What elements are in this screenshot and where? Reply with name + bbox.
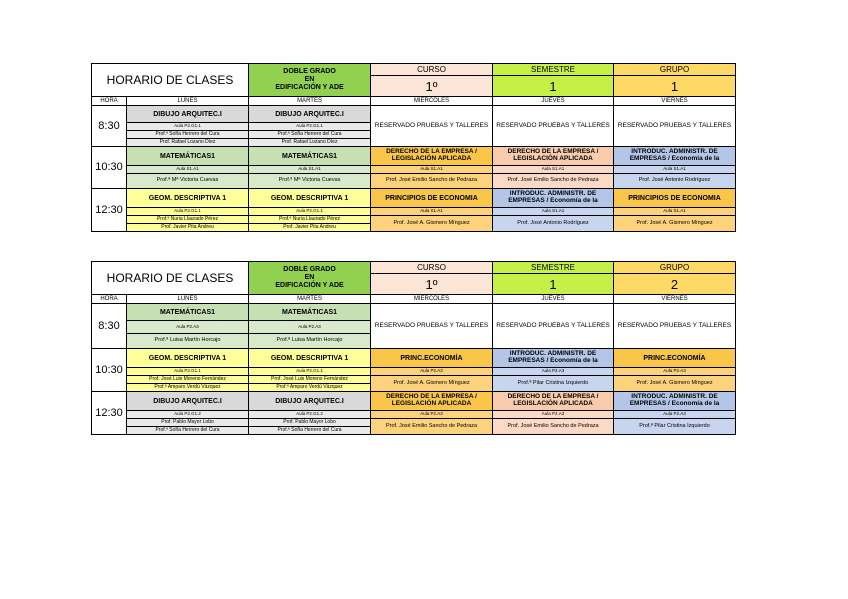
class-room: Aula P2.G1.2 [127,411,249,419]
class-professor: Prof.ª Luisa Martín Horcajo [127,334,249,349]
class-professor: Prof.ª Amparo Verdú Vázquez [127,384,249,392]
class-room: Aula P2.G1.1 [127,208,249,216]
class-professor: Prof.ª Pilar Cristina Izquierdo [493,376,614,392]
time-slot: 8:30 [92,304,127,349]
class-professor: Prof.ª Nuria Llaurado Pérez [249,216,371,224]
class-room: Aula S1.A1 [371,166,493,174]
day-header-lunes: LUNES [127,295,249,304]
class-room: Aula P2.G1.2 [249,411,371,419]
time-slot: 10:30 [92,349,127,392]
class-subject: PRINCIPIOS DE ECONOMIA [371,189,493,208]
curso-value: 1º [371,76,493,97]
class-professor: Prof. José A. Gismero Mínguez [371,376,493,392]
class-professor: Prof. José Luis Moreno Fernández [127,376,249,384]
day-header-jueves: JUEVES [493,97,614,106]
day-header-viernes: VIERNES [614,295,736,304]
reserved-slot: RESERVADO PRUEBAS Y TALLERES [493,106,614,147]
class-room: Aula S1.A1 [249,166,371,174]
schedule-table-group-2 [91,261,736,435]
class-subject: MATEMÁTICAS1 [127,147,249,166]
class-subject: PRINCIPIOS DE ECONOMIA [614,189,736,208]
reserved-slot: RESERVADO PRUEBAS Y TALLERES [371,304,493,349]
degree-name: DOBLE GRADO EN EDIFICACIÓN Y ADE [249,64,371,97]
class-professor: Prof. José Antonio Rodríguez [614,174,736,189]
grupo-label: GRUPO [614,64,736,76]
class-subject: DIBUJO ARQUITEC.I [249,392,371,411]
class-professor: Prof.ª Pilar Cristina Izquierdo [614,419,736,435]
class-professor: Prof. Javier Pita Andreu [127,224,249,232]
class-subject: INTRODUC. ADMINISTR. DE EMPRESAS / Economía de la [493,349,614,368]
day-header-martes: MARTES [249,97,371,106]
class-subject: INTRODUC. ADMINISTR. DE EMPRESAS / Economía de la [493,189,614,208]
class-subject: MATEMÁTICAS1 [249,304,371,321]
reserved-slot: RESERVADO PRUEBAS Y TALLERES [371,106,493,147]
class-room: Aula P2.A3 [127,321,249,334]
class-professor: Prof.ª Sofía Herrero del Cura [249,427,371,435]
time-slot: 12:30 [92,392,127,435]
class-room: Aula P2.G1.1 [249,208,371,216]
class-subject: DIBUJO ARQUITEC.I [127,392,249,411]
class-professor: Prof.ª Mª Victoria Cuevas [249,174,371,189]
class-subject: GEOM. DESCRIPTIVA 1 [127,189,249,208]
class-professor: Prof. Rafael Lozano Díez [127,139,249,147]
class-room: Aula P2.A3 [371,368,493,376]
class-professor: Prof.ª Luisa Martín Horcajo [249,334,371,349]
class-room: Aula P2.A3 [249,321,371,334]
degree-name: DOBLE GRADO EN EDIFICACIÓN Y ADE [249,262,371,295]
class-subject: DIBUJO ARQUITEC.I [127,106,249,123]
class-subject: GEOM. DESCRIPTIVA 1 [127,349,249,368]
class-room: Aula P2.A3 [493,368,614,376]
day-header-martes: MARTES [249,295,371,304]
grupo-value: 2 [614,274,736,295]
class-room: Aula S1.A1 [493,208,614,216]
class-professor: Prof. Rafael Lozano Díez [249,139,371,147]
class-subject: PRINC.ECONOMÍA [614,349,736,368]
time-slot: 12:30 [92,189,127,232]
class-room: Aula P2.G1.1 [249,123,371,131]
class-room: Aula S1.A1 [371,208,493,216]
class-professor: Prof. José Emilio Sancho de Pedraza [493,174,614,189]
class-professor: Prof. José A. Gismero Mínguez [614,216,736,232]
class-room: Aula S1.A1 [127,166,249,174]
grupo-label: GRUPO [614,262,736,274]
class-subject: GEOM. DESCRIPTIVA 1 [249,189,371,208]
class-subject: DERECHO DE LA EMPRESA / LEGISLACIÓN APLICADA [371,392,493,411]
class-room: Aula S1.A1 [614,166,736,174]
class-subject: DERECHO DE LA EMPRESA / LEGISLACIÓN APLICADA [493,147,614,166]
schedule-table-group-1 [91,63,736,232]
day-header-miercoles: MIERCOLES [371,97,493,106]
class-subject: MATEMÁTICAS1 [127,304,249,321]
time-slot: 8:30 [92,106,127,147]
class-room: Aula P2.A3 [493,411,614,419]
day-header-lunes: LUNES [127,97,249,106]
day-header-miercoles: MIERCOLES [371,295,493,304]
class-professor: Prof. Javier Pita Andreu [249,224,371,232]
schedule-title: HORARIO DE CLASES [92,262,249,295]
class-room: Aula P2.A3 [614,368,736,376]
time-slot: 10:30 [92,147,127,189]
day-header-hora: HORA [92,97,127,106]
class-room: Aula S1.A1 [493,166,614,174]
class-subject: DERECHO DE LA EMPRESA / LEGISLACIÓN APLICADA [493,392,614,411]
curso-value: 1º [371,274,493,295]
curso-label: CURSO [371,64,493,76]
day-header-hora: HORA [92,295,127,304]
class-subject: MATEMÁTICAS1 [249,147,371,166]
class-professor: Prof.ª Sofía Herrero del Cura [127,427,249,435]
class-professor: Prof. José Emilio Sancho de Pedraza [371,174,493,189]
class-professor: Prof. José A. Gismero Mínguez [614,376,736,392]
day-header-jueves: JUEVES [493,295,614,304]
class-professor: Prof.ª Amparo Verdú Vázquez [249,384,371,392]
day-header-viernes: VIERNES [614,97,736,106]
semestre-value: 1 [493,76,614,97]
class-subject: PRINC.ECONOMÍA [371,349,493,368]
class-room: Aula S1.A1 [614,208,736,216]
class-room: Aula P2.G1.1 [127,368,249,376]
class-professor: Prof. José Emilio Sancho de Pedraza [493,419,614,435]
class-professor: Prof. Pablo Mayor Lobo [127,419,249,427]
class-professor: Prof.ª Sofía Herrero del Cura [249,131,371,139]
class-professor: Prof. José Luis Moreno Fernández [249,376,371,384]
semestre-value: 1 [493,274,614,295]
schedule-title: HORARIO DE CLASES [92,64,249,97]
semestre-label: SEMESTRE [493,64,614,76]
grupo-value: 1 [614,76,736,97]
class-subject: INTRODUC. ADMINISTR. DE EMPRESAS / Economía de la [614,147,736,166]
class-room: Aula P2.A3 [371,411,493,419]
reserved-slot: RESERVADO PRUEBAS Y TALLERES [614,304,736,349]
class-subject: INTRODUC. ADMINISTR. DE EMPRESAS / Economía de la [614,392,736,411]
class-professor: Prof.ª Sofía Herrero del Cura [127,131,249,139]
class-room: Aula P2.G1.1 [127,123,249,131]
reserved-slot: RESERVADO PRUEBAS Y TALLERES [614,106,736,147]
class-professor: Prof. José Antonio Rodríguez [493,216,614,232]
class-room: Aula P2.G1.1 [249,368,371,376]
semestre-label: SEMESTRE [493,262,614,274]
class-subject: GEOM. DESCRIPTIVA 1 [249,349,371,368]
class-subject: DIBUJO ARQUITEC.I [249,106,371,123]
class-professor: Prof.ª Mª Victoria Cuevas [127,174,249,189]
reserved-slot: RESERVADO PRUEBAS Y TALLERES [493,304,614,349]
class-professor: Prof. José Emilio Sancho de Pedraza [371,419,493,435]
class-subject: DERECHO DE LA EMPRESA / LEGISLACIÓN APLICADA [371,147,493,166]
class-room: Aula P2.A3 [614,411,736,419]
class-professor: Prof. José A. Gismero Mínguez [371,216,493,232]
curso-label: CURSO [371,262,493,274]
class-professor: Prof.ª Nuria Llaurado Pérez [127,216,249,224]
class-professor: Prof. Pablo Mayor Lobo [249,419,371,427]
